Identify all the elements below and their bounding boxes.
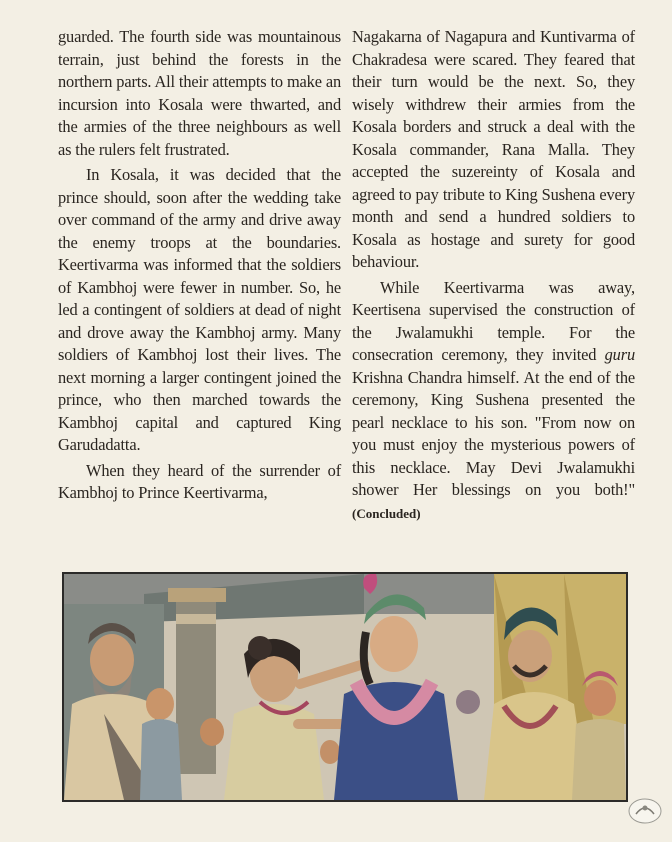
ceremony-scene-image (64, 574, 626, 800)
paragraph: When they heard of the surrender of Kambhoj to Prince Keertivarma, (58, 460, 341, 502)
text-column-left (58, 26, 341, 505)
story-illustration (62, 572, 628, 802)
paragraph-text: While Keertivarma was away, Keertisena supervised the construction of the Jwalamukhi temple. For the consecration ceremony, they invited (352, 277, 635, 364)
guru-word: guru (604, 345, 635, 364)
paragraph: guarded. The fourth side was mountainous terrain, just behind the forests in the northern parts. All their attempts to make an incursion into Kosala were thwarted, and the armies of the three neighbours as well as the rulers felt frustrated. (58, 27, 341, 159)
paragraph-text: Krishna Chandra himself. At the end of the ceremony, King Sushena presented the pearl necklace to his son. "From now on you must enjoy the mysterious powers of this necklace. May Devi Jwalamukhi shower Her blessings on you both!" (352, 367, 635, 499)
paragraph (352, 277, 635, 526)
paragraph: Nagakarna of Nagapura and Kuntivarma of Chakradesa were scared. They feared that their turn would be the next. So, they wisely withdrew their armies from the Kosala borders and struck a deal with the Kosala commander, Rana Malla. They accepted the suzereinty of Kosala and agreed to pay tribute to King Sushena every month and send a hundred soldiers to Kosala as hostage and surety for good behaviour. (352, 27, 635, 271)
publisher-logo (626, 796, 664, 826)
concluded-label: (Concluded) (352, 505, 421, 521)
paragraph: In Kosala, it was decided that the prince should, soon after the wedding take over command of the army and drive away the enemy troops at the boundaries. Keertivarma was informed that the soldiers of Kambhoj were fewer in number. So, he led a contingent of soldiers at dead of night and drove away the Kambhoj army. Many soldiers of Kambhoj lost their lives. The next morning a larger contingent joined the prince, who then marched towards the Kambhoj capital and captured King Garudadatta. (58, 165, 341, 454)
text-column-right (352, 26, 635, 525)
